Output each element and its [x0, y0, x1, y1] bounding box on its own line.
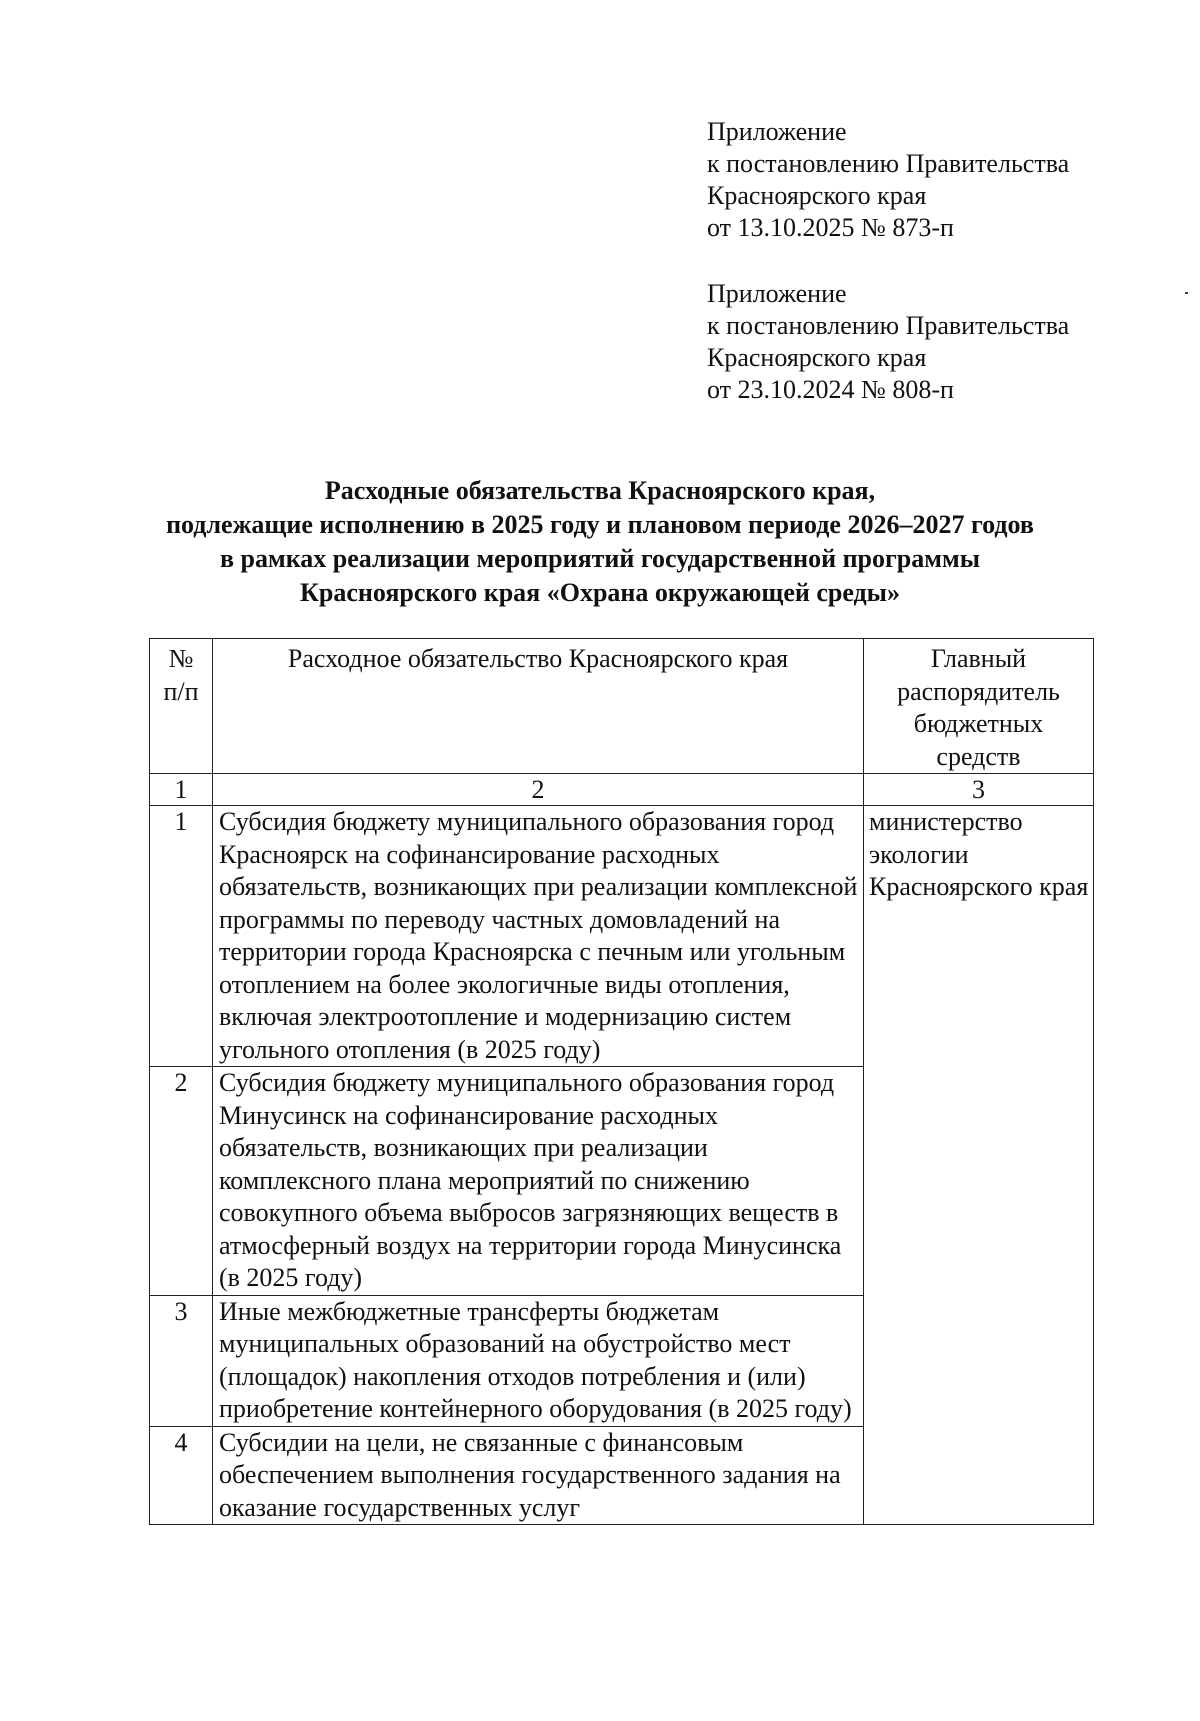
row-obligation-text: Иные межбюджетные трансферты бюджетам муниципальных образований на обустройство мест (площадок) накопления отходов потребления и (или) приобретение контейнерного оборудования (в 2025 году) [213, 1295, 864, 1426]
scan-speck [1185, 292, 1188, 294]
annex-reference: к постановлению Правительства [707, 311, 1070, 340]
row-number: 4 [150, 1426, 213, 1525]
table-header-row [150, 639, 1094, 774]
annex-reference: к постановлению Правительства [707, 149, 1070, 178]
column-index: 3 [864, 774, 1094, 806]
annex-region: Красноярского края [707, 181, 927, 210]
annex-block-current [707, 116, 1147, 244]
budget-manager-cell: министерство экологии Красноярского края [864, 806, 1094, 1525]
document-title [100, 474, 1100, 610]
row-number: 2 [150, 1067, 213, 1296]
title-line: подлежащие исполнению в 2025 году и плановом периоде 2026–2027 годов [166, 510, 1034, 539]
column-index-row [150, 774, 1094, 806]
row-obligation-text: Субсидия бюджету муниципального образования город Минусинск на софинансирование расходных обязательств, возникающих при реализации комплексного плана мероприятий по снижению совокупного объема выбросов загрязняющих веществ в атмосферный воздух на территории города Минусинска (в 2025 году) [213, 1067, 864, 1296]
header-budget-manager: Главный распорядитель бюджетных средств [864, 639, 1094, 774]
row-number: 1 [150, 806, 213, 1067]
column-index: 1 [150, 774, 213, 806]
annex-heading: Приложение [707, 117, 847, 146]
table-row [150, 806, 1094, 1067]
annex-date-number: от 13.10.2025 № 873-п [707, 213, 954, 242]
title-line: Красноярского края «Охрана окружающей среды» [300, 578, 900, 607]
header-number: № п/п [150, 639, 213, 774]
header-obligation: Расходное обязательство Красноярского края [213, 639, 864, 774]
annex-heading: Приложение [707, 279, 847, 308]
annex-region: Красноярского края [707, 343, 927, 372]
row-number: 3 [150, 1295, 213, 1426]
annex-date-number: от 23.10.2024 № 808-п [707, 375, 954, 404]
title-line: Расходные обязательства Красноярского края, [324, 476, 876, 505]
obligations-table [149, 638, 1094, 1525]
title-line: в рамках реализации мероприятий государственной программы [219, 544, 980, 573]
column-index: 2 [213, 774, 864, 806]
annex-block-previous [707, 278, 1147, 406]
row-obligation-text: Субсидии на цели, не связанные с финансовым обеспечением выполнения государственного задания на оказание государственных услуг [213, 1426, 864, 1525]
row-obligation-text: Субсидия бюджету муниципального образования город Красноярск на софинансирование расходных обязательств, возникающих при реализации комплексной программы по переводу частных домовладений на территории города Красноярска с печным или угольным отоплением на более экологичные виды отопления, включая электроотопление и модернизацию систем угольного отопления (в 2025 году) [213, 806, 864, 1067]
